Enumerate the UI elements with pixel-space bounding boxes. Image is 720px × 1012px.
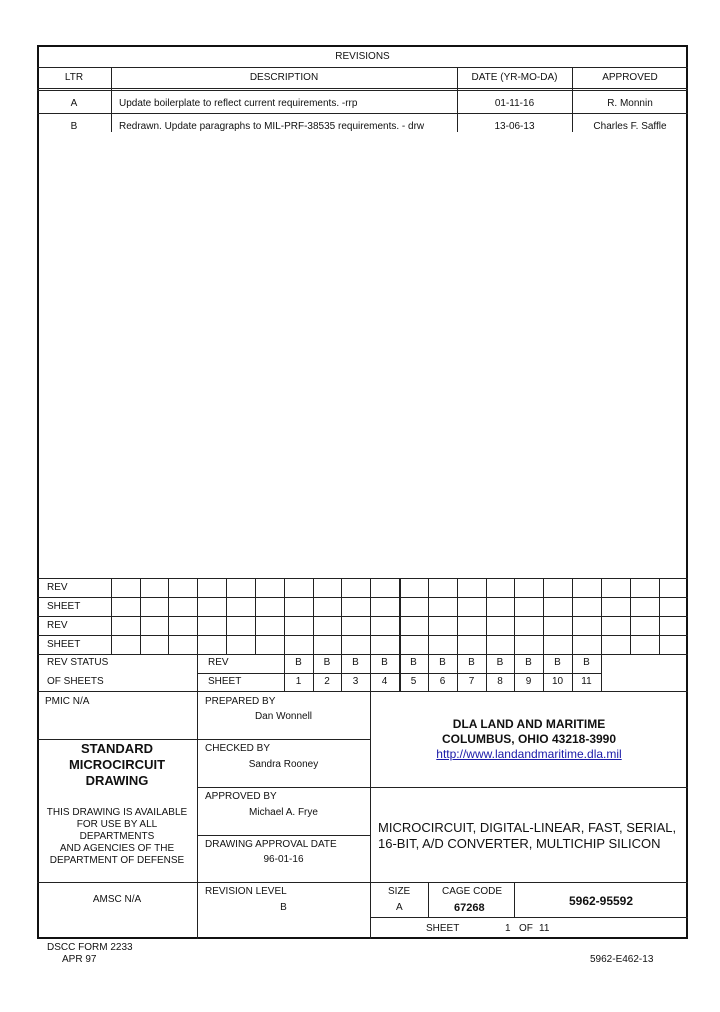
grid-rev-label: REV <box>47 620 68 631</box>
date-header: DATE (YR-MO-DA) <box>471 72 558 83</box>
grid-sheet-label: SHEET <box>47 639 81 650</box>
revision-description: Redrawn. Update paragraphs to MIL-PRF-38535 requirements. - drw <box>119 121 425 132</box>
sheet-cell: 5 <box>410 676 417 687</box>
prepared-by-name: Dan Wonnell <box>254 711 313 722</box>
cage-code: 67268 <box>454 902 485 914</box>
form-date: APR 97 <box>62 954 97 965</box>
rev-cell: B <box>323 657 331 668</box>
sheet-cell: 1 <box>295 676 302 687</box>
approved-header: APPROVED <box>602 72 658 83</box>
revisions-title: REVISIONS <box>335 51 390 62</box>
grid-sheet-label: SHEET <box>47 601 81 612</box>
revision-description: Update boilerplate to reflect current requirements. -rrp <box>119 98 358 109</box>
grid-rev-label: REV <box>47 582 68 593</box>
rev-cell: B <box>295 657 302 668</box>
sheet-cell: 11 <box>581 676 592 687</box>
sheet-cell: 4 <box>381 676 388 687</box>
rev-status-label: REV STATUS <box>47 657 109 668</box>
revision-date: 13-06-13 <box>494 121 535 132</box>
revision-ltr: A <box>70 98 78 109</box>
revision-level-label: REVISION LEVEL <box>205 886 287 897</box>
availability-line: FOR USE BY ALL <box>76 819 158 830</box>
drawing-title-line: 16-BIT, A/D CONVERTER, MULTICHIP SILICON <box>378 836 661 851</box>
rev-row-label: REV <box>208 657 229 668</box>
availability-line: AND AGENCIES OF THE <box>59 843 175 854</box>
rev-cell: B <box>468 657 475 668</box>
rev-cell: B <box>381 657 388 668</box>
sheet-label: SHEET <box>426 923 460 934</box>
org-name: DLA LAND AND MARITIME <box>452 717 606 731</box>
org-city: COLUMBUS, OHIO 43218-3990 <box>441 732 617 746</box>
sheet-of-label: OF <box>519 923 533 934</box>
standard-title-line: DRAWING <box>85 773 149 788</box>
description-header: DESCRIPTION <box>249 72 319 83</box>
sheet-cell: 6 <box>439 676 446 687</box>
document-code: 5962-E462-13 <box>590 954 654 965</box>
approval-date: 96-01-16 <box>263 854 304 865</box>
sheet-total: 11 <box>539 923 550 934</box>
checked-by-label: CHECKED BY <box>205 743 271 754</box>
rev-cell: B <box>439 657 446 668</box>
checked-by-name: Sandra Rooney <box>248 759 319 770</box>
sheet-cell: 3 <box>352 676 359 687</box>
approval-date-label: DRAWING APPROVAL DATE <box>205 839 337 850</box>
sheet-cell: 9 <box>525 676 532 687</box>
amsc-label: AMSC N/A <box>92 894 142 905</box>
revision-date: 01-11-16 <box>494 98 535 109</box>
revision-approved: Charles F. Saffle <box>593 121 667 132</box>
cage-code-label: CAGE CODE <box>442 886 503 897</box>
org-website-link[interactable]: http://www.landandmaritime.dla.mil <box>436 747 622 761</box>
page-frame <box>37 45 688 939</box>
availability-line: THIS DRAWING IS AVAILABLE <box>46 807 188 818</box>
size-label: SIZE <box>388 886 411 897</box>
form-number: DSCC FORM 2233 <box>47 942 133 953</box>
prepared-by-label: PREPARED BY <box>205 696 276 707</box>
revision-level: B <box>280 902 287 913</box>
pmic-label: PMIC N/A <box>45 696 90 707</box>
approved-by-label: APPROVED BY <box>205 791 277 802</box>
rev-cell: B <box>583 657 590 668</box>
ltr-header: LTR <box>64 72 84 83</box>
sheet-cell: 2 <box>324 676 330 687</box>
size-value: A <box>396 902 403 913</box>
approved-by-name: Michael A. Frye <box>249 807 318 818</box>
rev-cell: B <box>525 657 532 668</box>
rev-cell: B <box>410 657 417 668</box>
rev-cell: B <box>554 657 561 668</box>
sheet-row-label: SHEET <box>208 676 242 687</box>
standard-title-line: STANDARD <box>81 741 153 756</box>
availability-line: DEPARTMENTS <box>79 831 155 842</box>
sheet-cell: 7 <box>468 676 475 687</box>
sheet-cell: 8 <box>497 676 503 687</box>
sheet-cell: 10 <box>551 676 564 687</box>
sheet-number: 1 <box>505 923 511 934</box>
rev-cell: B <box>352 657 359 668</box>
drawing-title-line: MICROCIRCUIT, DIGITAL-LINEAR, FAST, SERIAL, <box>378 820 677 835</box>
rev-cell: B <box>496 657 504 668</box>
revision-ltr: B <box>70 121 78 132</box>
availability-line: DEPARTMENT OF DEFENSE <box>49 855 185 866</box>
standard-title-line: MICROCIRCUIT <box>68 757 166 772</box>
document-number: 5962-95592 <box>568 894 634 908</box>
of-sheets-label: OF SHEETS <box>47 676 104 687</box>
revision-approved: R. Monnin <box>607 98 653 109</box>
